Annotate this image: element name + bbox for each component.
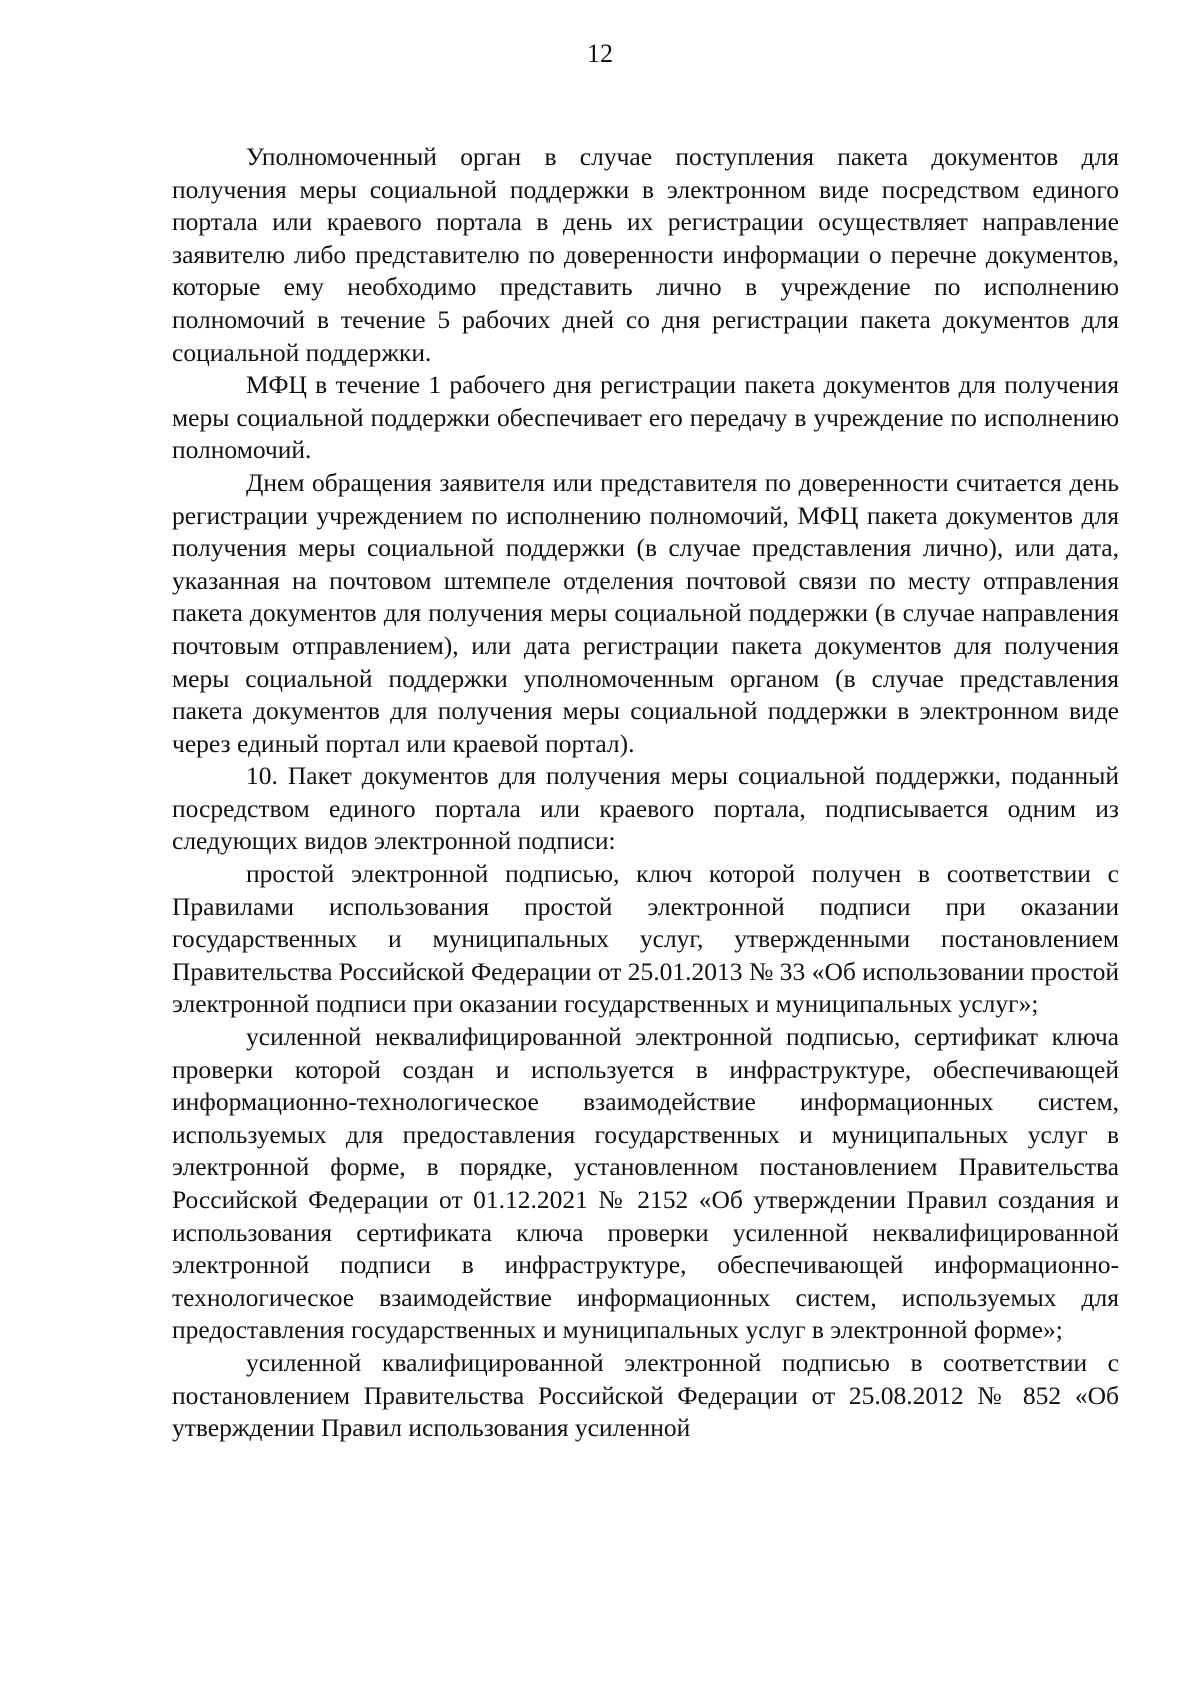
paragraph-item-10: 10. Пакет документов для получения меры социальной поддержки, поданный посредством единого портала или краевого портала, подписывается одним из следующих видов электронной подписи:	[172, 761, 1119, 856]
paragraph-unqualified-signature: усиленной неквалифицированной электронной подписью, сертификат ключа проверки которой создан и используется в инфраструктуре, обеспечивающей информационно-технологическое взаимодействие информационных систем, используемых для предоставления государственных и муниципальных услуг в электронной форме, в порядке, установленном постановлением Правительства Российской Федерации от 01.12.2021 № 2152 «Об утверждении Правил создания и использования сертификата ключа проверки усиленной неквалифицированной электронной подписи в инфраструктуре, обеспечивающей информационно-технологическое взаимодействие информационных систем, используемых для предоставления государственных и муниципальных услуг в электронной форме»;	[172, 1022, 1119, 1345]
paragraph-qualified-signature: усиленной квалифицированной электронной подписью в соответствии с постановлением Правительства Российской Федерации от 25.08.2012 № 852 «Об утверждении Правил использования усиленной	[172, 1347, 1119, 1443]
paragraph-authorized-body: Уполномоченный орган в случае поступления пакета документов для получения меры социальной поддержки в электронном виде посредством единого портала или краевого портала в день их регистрации осуществляет направление заявителю либо представителю по доверенности информации о перечне документов, которые ему необходимо представить лично в учреждение по исполнению полномочий в течение 5 рабочих дней со дня регистрации пакета документов для социальной поддержки.	[172, 142, 1119, 367]
paragraph-mfc-transfer: МФЦ в течение 1 рабочего дня регистрации пакета документов для получения меры социальной поддержки обеспечивает его передачу в учреждение по исполнению полномочий.	[172, 370, 1119, 465]
paragraph-application-date: Днем обращения заявителя или представителя по доверенности считается день регистрации учреждением по исполнению полномочий, МФЦ пакета документов для получения меры социальной поддержки (в случае представления лично), или дата, указанная на почтовом штемпеле отделения почтовой связи по месту отправления пакета документов для получения меры социальной поддержки (в случае направления почтовым отправлением), или дата регистрации пакета документов для получения меры социальной поддержки уполномоченным органом (в случае представления пакета документов для получения меры социальной поддержки в электронном виде через единый портал или краевой портал).	[172, 467, 1119, 758]
document-body	[172, 141, 1119, 1445]
page-number: 12	[587, 39, 613, 68]
paragraph-simple-signature: простой электронной подписью, ключ которой получен в соответствии с Правилами использования простой электронной подписи при оказании государственных и муниципальных услуг, утвержденными постановлением Правительства Российской Федерации от 25.01.2013 № 33 «Об использовании простой электронной подписи при оказании государственных и муниципальных услуг»;	[172, 859, 1119, 1019]
